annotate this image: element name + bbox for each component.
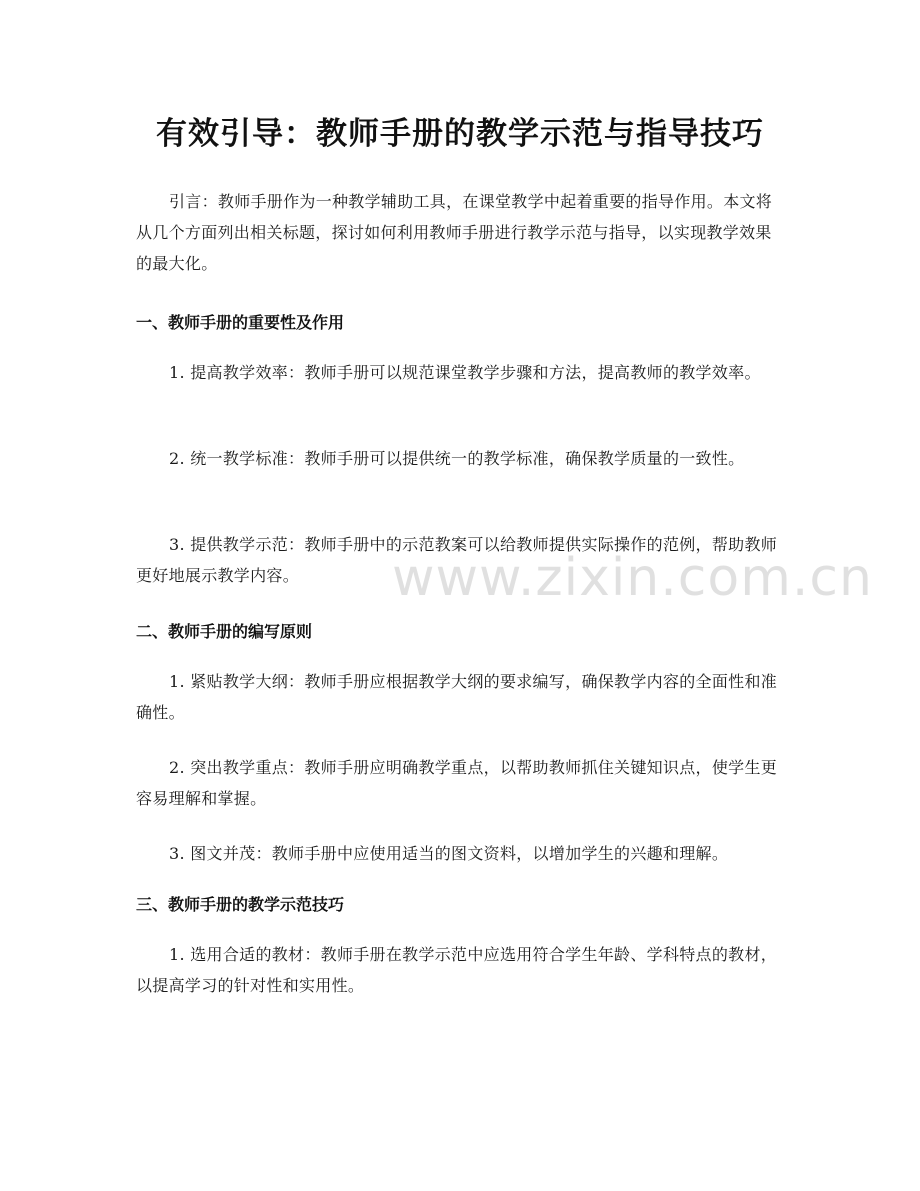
section-heading-3: 三、教师手册的教学示范技巧 (136, 895, 345, 914)
watermark-text: www.zixin.com.cn (392, 548, 873, 608)
section-1-item-2: 2. 统一教学标准：教师手册可以提供统一的教学标准，确保教学质量的一致性。 (169, 449, 745, 468)
section-2-item-2: 2. 突出教学重点：教师手册应明确教学重点，以帮助教师抓住关键知识点，使学生更容易理解和掌握。 (136, 758, 778, 808)
section-1-item-1: 1. 提高教学效率：教师手册可以规范课堂教学步骤和方法，提高教师的教学效率。 (169, 363, 761, 382)
document-title: 有效引导：教师手册的教学示范与指导技巧 (156, 116, 764, 152)
section-2-item-3: 3. 图文并茂：教师手册中应使用适当的图文资料，以增加学生的兴趣和理解。 (169, 844, 729, 863)
intro-paragraph: 引言：教师手册作为一种教学辅助工具，在课堂教学中起着重要的指导作用。本文将从几个方面列出相关标题，探讨如何利用教师手册进行教学示范与指导，以实现教学效果的最大化。 (136, 192, 773, 273)
section-1-item-3: 3. 提供教学示范：教师手册中的示范教案可以给教师提供实际操作的范例，帮助教师更好地展示教学内容。 (136, 535, 778, 585)
section-3-item-1: 1. 选用合适的教材：教师手册在教学示范中应选用符合学生年龄、学科特点的教材，以提高学习的针对性和实用性。 (136, 945, 778, 995)
section-2-item-1: 1. 紧贴教学大纲：教师手册应根据教学大纲的要求编写，确保教学内容的全面性和准确性。 (136, 672, 778, 722)
section-heading-2: 二、教师手册的编写原则 (136, 622, 313, 641)
section-heading-1: 一、教师手册的重要性及作用 (136, 313, 345, 332)
